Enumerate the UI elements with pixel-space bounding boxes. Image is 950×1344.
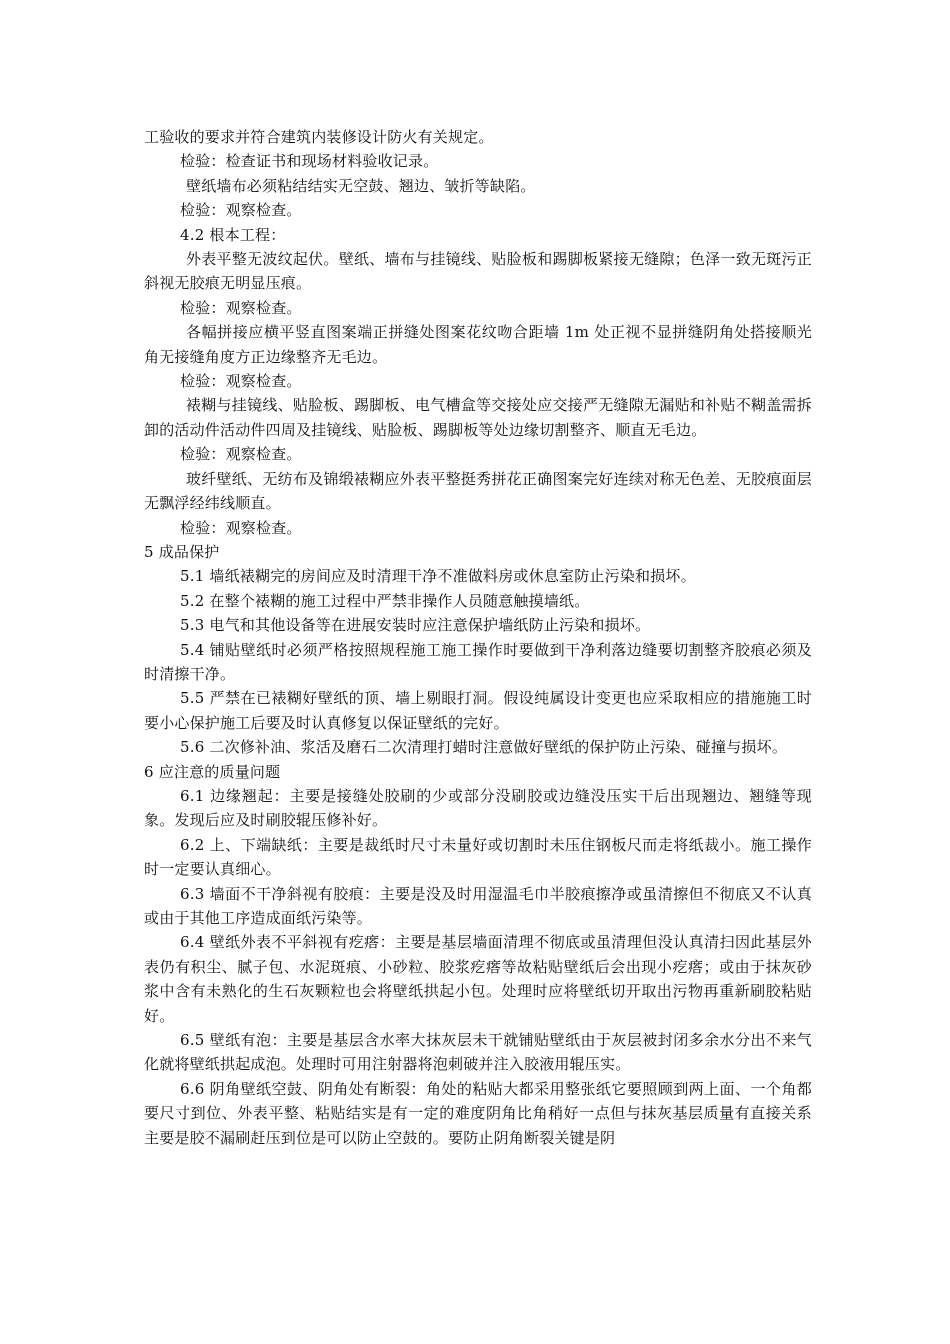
paragraph: 外表平整无波纹起伏。壁纸、墙布与挂镜线、贴脸板和踢脚板紧接无缝隙；色泽一致无斑污正斜视无胶痕无明显压痕。: [144, 250, 812, 293]
paragraph: 裱糊与挂镜线、贴脸板、踢脚板、电气槽盒等交接处应交接严无缝隙无漏贴和补贴不糊盖需拆卸的活动件活动件四周及挂镜线、贴脸板、踢脚板等处边缘切割整齐、顺直无毛边。: [144, 396, 812, 439]
paragraph: 检验：检查证书和现场材料验收记录。: [180, 152, 439, 171]
paragraph: 检验：观察检查。: [180, 518, 302, 537]
paragraph: 检验：观察检查。: [180, 201, 302, 220]
paragraph: 6.1 边缘翘起：主要是接缝处胶刷的少或部分没刷胶或边缝没压实干后出现翘边、翘缝等现象。发现后应及时刷胶辊压修补好。: [144, 786, 812, 830]
paragraph: 检验：观察检查。: [180, 372, 302, 391]
paragraph: 检验：观察检查。: [180, 445, 302, 464]
paragraph: 6.4 壁纸外表不平斜视有疙瘩：主要是基层墙面清理不彻底或虽清理但没认真清扫因此基层外表仍有积尘、腻子包、水泥斑痕、小砂粒、胶浆疙瘩等故粘贴壁纸后会出现小疙瘩；或由于抹灰砂浆中含有未熟化的生石灰颗粒也会将壁纸拱起小包。处理时应将壁纸切开取出污物再重新刷胶粘贴好。: [144, 933, 812, 1025]
paragraph: 工验收的要求并符合建筑内装修设计防火有关规定。: [144, 128, 494, 146]
paragraph: 5 成品保护: [144, 542, 220, 561]
document-body: [144, 125, 812, 1150]
paragraph: 5.1 墙纸裱糊完的房间应及时清理干净不准做料房或休息室防止污染和损坏。: [180, 567, 696, 586]
paragraph: 5.3 电气和其他设备等在进展安装时应注意保护墙纸防止污染和损坏。: [180, 616, 651, 635]
paragraph: 玻纤壁纸、无纺布及锦缎裱糊应外表平整挺秀拼花正确图案完好连续对称无色差、无胶痕面层无飘浮经纬线顺直。: [144, 469, 812, 513]
paragraph: 各幅拼接应横平竖直图案端正拼缝处图案花纹吻合距墙 1m 处正视不显拼缝阴角处搭接顺光角无接缝角度方正边缘整齐无毛边。: [144, 323, 812, 366]
paragraph: 5.2 在整个裱糊的施工过程中严禁非操作人员随意触摸墙纸。: [180, 591, 590, 610]
paragraph: 4.2 根本工程：: [180, 225, 286, 244]
paragraph: 6.6 阴角壁纸空鼓、阴角处有断裂：角处的粘贴大都采用整张纸它要照顾到两上面、一个角都要尺寸到位、外表平整、粘贴结实是有一定的难度阴角比角稍好一点但与抹灰基层质量有直接关系主要是胶不漏刷赶压到位是可以防止空鼓的。要防止阴角断裂关键是阴: [144, 1079, 812, 1147]
paragraph: 5.4 铺贴壁纸时必须严格按照规程施工施工操作时要做到干净利落边缝要切割整齐胶痕必须及时清擦干净。: [144, 640, 812, 683]
paragraph: 检验：观察检查。: [180, 298, 302, 317]
paragraph: 6.3 墙面不干净斜视有胶痕：主要是没及时用湿温毛巾半胶痕擦净或虽清擦但不彻底又不认真或由于其他工序造成面纸污染等。: [144, 884, 812, 927]
paragraph: 6.2 上、下端缺纸：主要是裁纸时尺寸未量好或切割时未压住钢板尺而走将纸裁小。施工操作时一定要认真细心。: [144, 835, 812, 879]
paragraph: 5.5 严禁在已裱糊好壁纸的顶、墙上剔眼打洞。假设纯属设计变更也应采取相应的措施施工时要小心保护施工后要及时认真修复以保证壁纸的完好。: [144, 689, 812, 732]
paragraph: 6 应注意的质量问题: [144, 762, 281, 781]
paragraph: 5.6 二次修补油、浆活及磨石二次清理打蜡时注意做好壁纸的保护防止污染、碰撞与损坏。: [180, 738, 788, 757]
paragraph: 壁纸墙布必须粘结结实无空鼓、翘边、皱折等缺陷。: [186, 176, 536, 195]
paragraph: 6.5 壁纸有泡：主要是基层含水率大抹灰层未干就铺贴壁纸由于灰层被封闭多余水分出不来气化就将壁纸拱起成泡。处理时可用注射器将泡刺破并注入胶液用辊压实。: [144, 1031, 812, 1074]
